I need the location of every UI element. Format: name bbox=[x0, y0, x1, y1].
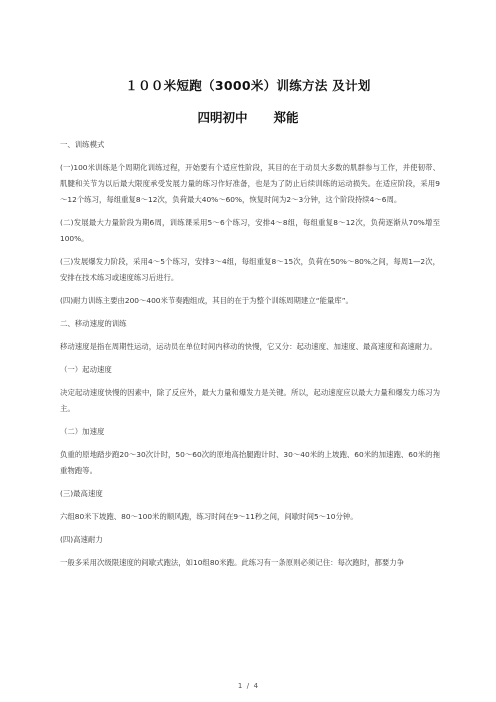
paragraph-movement-speed-definition: 移动速度是指在周期性运动，运动员在单位时间内移动的快慢，它又分：起动速度、加速度、最高速度和高速耐力。 bbox=[60, 342, 437, 351]
section-heading-training-mode: 一、训练模式 bbox=[60, 140, 105, 149]
document-author: 四明初中 郑能 bbox=[197, 110, 299, 125]
subheading-start-speed: （一）起动速度 bbox=[60, 365, 112, 374]
paragraph-acceleration: 负重的原地踏步跑20～30次计时，50～60次的原地高抬腿跑计时、30～40米的上坡跑、60米的加速跑、60米的拖重物跑等。 bbox=[60, 450, 440, 475]
subheading-speed-endurance: (四)高速耐力 bbox=[60, 535, 103, 544]
document-title: １００米短跑（3000米）训练方法 及计划 bbox=[125, 78, 371, 93]
paragraph-start-speed: 决定起动速度快慢的因素中，除了反应外，最大力量和爆发力是关键。所以，起动速度应以最大力量和爆发力练习为主。 bbox=[60, 388, 440, 413]
paragraph-max-speed: 六组80米下坡跑、80～100米的顺风跑，练习时间在9～11秒之间，间歇时间5～10分钟。 bbox=[60, 512, 358, 521]
section-heading-movement-speed: 二、移动速度的训练 bbox=[60, 319, 127, 328]
paragraph-explosive-power-phase: (三)发展爆发力阶段，采用4～5个练习，安排3～4组，每组重复8～15次，负荷在50%～80%之间，每周1—2次，安排在技术练习或速度练习后进行。 bbox=[60, 257, 440, 282]
document-body bbox=[60, 137, 440, 578]
page-number: 1 / 4 bbox=[237, 682, 259, 690]
paragraph-speed-endurance: 一般多采用次级限速度的间歇式跑法，如10组80米跑。此练习有一条原则必须记住：每次跑时，都要力争 bbox=[60, 558, 405, 567]
paragraph-max-strength-phase: (二)发展最大力量阶段为期6周，训练课采用5～6个练习，安排4～8组，每组重复8～12次，负荷逐渐从70%增至100%。 bbox=[60, 218, 440, 243]
subheading-acceleration: （二）加速度 bbox=[60, 427, 105, 436]
paragraph-endurance-training: (四)耐力训练主要由200～400米节奏跑组成，其目的在于为整个训练周期建立“能量库”。 bbox=[60, 296, 353, 305]
paragraph-adaptation-phase: (一)100米训练是个周期化训练过程，开始要有个适应性阶段，其目的在于动员大多数的肌群参与工作，并使韧带、肌腱和关节为以后最大限度承受发展力量的练习作好准备，也是为了防止后续训练的运动损失。在适应阶段，采用9～12个练习，每组重复8～12次，负荷最大40%～60%，恢复时间为2～3分钟，这个阶段持续4～6周。 bbox=[60, 163, 440, 204]
subheading-max-speed: (三)最高速度 bbox=[60, 489, 103, 498]
